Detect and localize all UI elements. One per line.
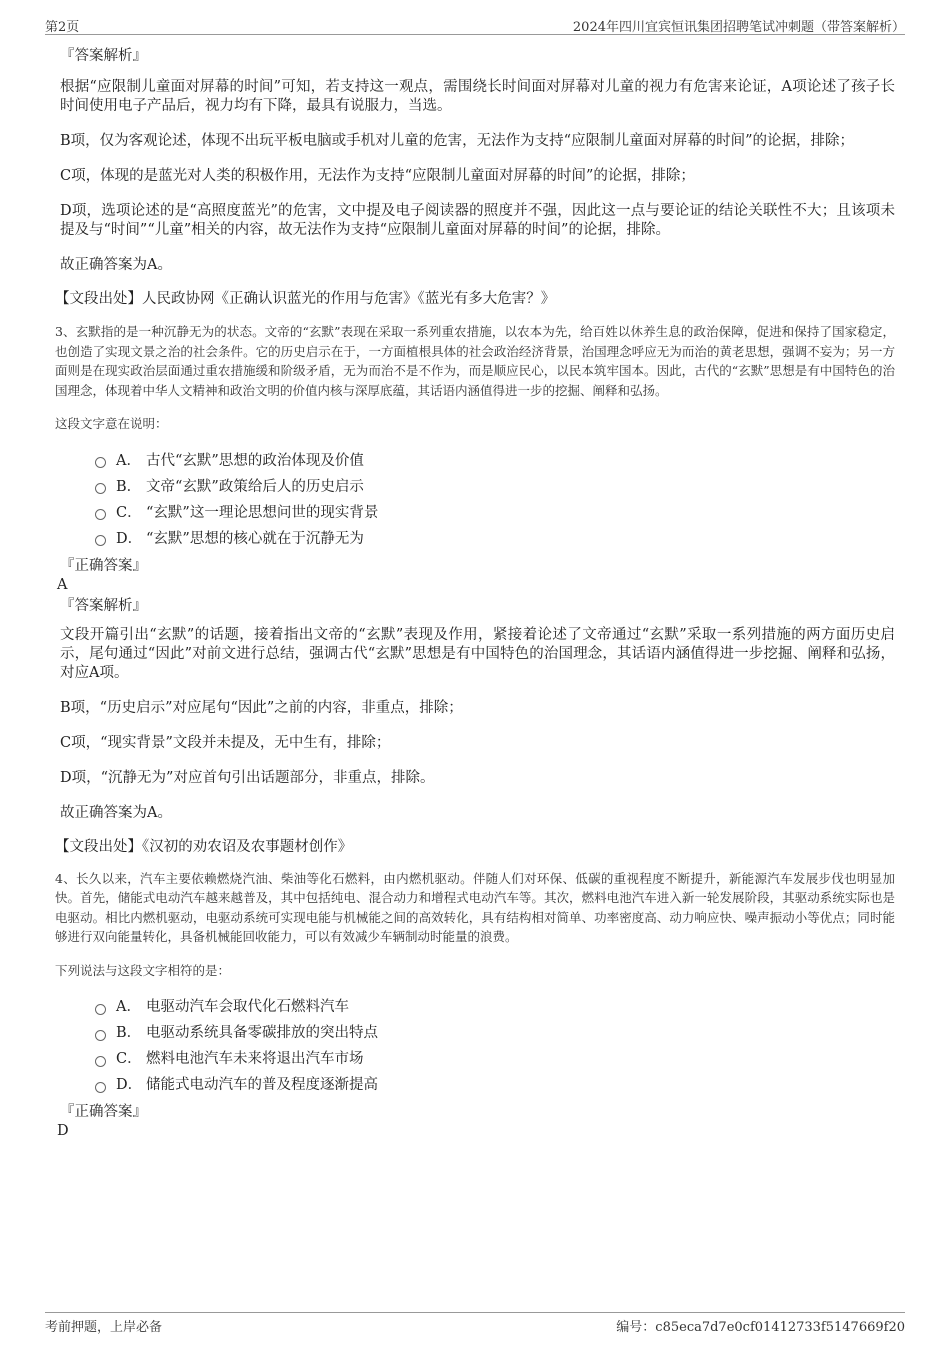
option-letter: D． [116, 530, 143, 547]
q3-analysis-para: 文段开篇引出“玄默”的话题，接着指出文帝的“玄默”表现及作用，紧接着论述了文帝通过“玄默”采取一系列措施的两方面历史启示，尾句通过“因此”对前文进行总结，强调古代“玄默”思想是有中国特色的治国理念，其话语内涵值得进一步挖掘、阐释和弘扬，对应A项。 [60, 626, 895, 681]
q3-analysis-para: B项，“历史启示”对应尾句“因此”之前的内容，非重点，排除； [60, 699, 463, 716]
q3-option-a[interactable] [95, 448, 895, 474]
option-text: 文帝“玄默”政策给后人的历史启示 [146, 478, 364, 495]
radio-button[interactable] [95, 1030, 106, 1041]
radio-button[interactable] [95, 1004, 106, 1015]
radio-button[interactable] [95, 1056, 106, 1067]
option-letter: C． [116, 504, 142, 521]
q4-answer-label: 『正确答案』 [60, 1104, 147, 1120]
q4-answer: D [57, 1123, 69, 1139]
document-title: 2024年四川宜宾恒讯集团招聘笔试冲刺题（带答案解析） [572, 20, 905, 35]
q2-analysis-para: 根据“应限制儿童面对屏幕的时间”可知，若支持这一观点，需围绕长时间面对屏幕对儿童的视力有危害来论证，A项论述了孩子长时间使用电子产品后，视力均有下降，最具有说服力，当选。 [60, 79, 895, 114]
q3-options [95, 448, 895, 552]
option-letter: A． [116, 452, 141, 469]
q2-analysis-label: 『答案解析』 [60, 48, 147, 64]
page-footer [45, 1312, 905, 1333]
option-text: 古代“玄默”思想的政治体现及价值 [146, 452, 364, 469]
page-header [45, 14, 905, 35]
option-text: 电驱动汽车会取代化石燃料汽车 [146, 999, 349, 1015]
q4-option-a[interactable] [95, 994, 895, 1020]
q3-question: 这段文字意在说明： [55, 416, 168, 431]
page-number: 第2页 [45, 20, 80, 35]
radio-button[interactable] [95, 509, 106, 520]
q3-analysis-para: D项，“沉静无为”对应首句引出话题部分，非重点，排除。 [60, 769, 435, 786]
q3-option-b[interactable] [95, 474, 895, 500]
radio-button[interactable] [95, 535, 106, 546]
q4-passage: 4、长久以来，汽车主要依赖燃烧汽油、柴油等化石燃料，由内燃机驱动。伴随人们对环保、低碳的重视程度不断提升，新能源汽车发展步伐也明显加快。首先，储能式电动汽车越来越普及，其中包括纯电、混合动力和增程式电动汽车等。其次，燃料电池汽车进入新一轮发展阶段，其驱动系统实际也是电驱动。相比内燃机驱动，电驱动系统可实现电能与机械能之间的高效转化，具有结构相对简单、功率密度高、动力响应快、噪声振动小等优点；同时能够进行双向能量转化，具备机械能回收能力，可以有效减少车辆制动时能量的浪费。 [55, 870, 895, 944]
footer-slogan: 考前押题，上岸必备 [45, 1320, 163, 1335]
option-letter: C． [116, 1051, 142, 1067]
q3-analysis-label: 『答案解析』 [60, 597, 147, 614]
document-body [55, 46, 895, 1140]
q3-source: 【文段出处】《汉初的劝农诏及农事题材创作》 [55, 838, 353, 855]
option-letter: D． [116, 1077, 143, 1093]
q3-option-c[interactable] [95, 500, 895, 526]
q3-passage: 3、玄默指的是一种沉静无为的状态。文帝的“玄默”表现在采取一系列重农措施，以农本为先，给百姓以休养生息的政治保障，促进和保持了国家稳定，也创造了实现文景之治的社会条件。它的历史启示在于，一方面植根具体的社会政治经济背景，治国理念呼应无为而治的黄老思想，强调不妄为；另一方面则是在现实政治层面通过重农措施缓和阶级矛盾，无为而治不是不作为，而是顺应民心，以民本筑牢国本。因此，古代的“玄默”思想是有中国特色的治国理念，体现着中华人文精神和政治文明的价值内核与深厚底蕴，其话语内涵值得进一步的挖掘、阐释和弘扬。 [55, 324, 895, 398]
document-code: 编号：c85eca7d7e0cf01412733f5147669f20 [616, 1320, 905, 1335]
q4-option-c[interactable] [95, 1046, 895, 1072]
option-text: “玄默”这一理论思想问世的现实背景 [146, 504, 379, 521]
q2-analysis-para: B项，仅为客观论述，体现不出玩平板电脑或手机对儿童的危害，无法作为支持“应限制儿童面对屏幕的时间”的论据，排除； [60, 133, 854, 149]
q4-option-b[interactable] [95, 1020, 895, 1046]
q2-analysis-para: C项，体现的是蓝光对人类的积极作用，无法作为支持“应限制儿童面对屏幕的时间”的论据，排除； [60, 168, 695, 184]
option-text: “玄默”思想的核心就在于沉静无为 [146, 530, 364, 547]
q2-source: 【文段出处】人民政协网《正确认识蓝光的作用与危害》《蓝光有多大危害？》 [55, 291, 556, 307]
q3-analysis-para: C项，“现实背景”文段并未提及，无中生有，排除； [60, 734, 391, 751]
q3-option-d[interactable] [95, 526, 895, 552]
q4-question: 下列说法与这段文字相符的是： [55, 962, 231, 978]
option-text: 储能式电动汽车的普及程度逐渐提高 [146, 1077, 378, 1093]
q4-options [95, 994, 895, 1098]
option-letter: A． [116, 999, 141, 1015]
q3-answer: A [57, 576, 68, 593]
q3-answer-label: 『正确答案』 [60, 557, 147, 574]
q4-option-d[interactable] [95, 1072, 895, 1098]
q3-analysis-para: 故正确答案为A。 [60, 804, 172, 821]
option-letter: B． [116, 478, 142, 495]
q2-analysis-para: 故正确答案为A。 [60, 257, 172, 273]
option-text: 电驱动系统具备零碳排放的突出特点 [146, 1025, 378, 1041]
q2-analysis-para: D项，选项论述的是“高照度蓝光”的危害，文中提及电子阅读器的照度并不强，因此这一点与要论证的结论关联性不大；且该项未提及与“时间”“儿童”相关的内容，故无法作为支持“应限制儿童面对屏幕的时间”的论据，排除。 [60, 203, 895, 238]
radio-button[interactable] [95, 1082, 106, 1093]
radio-button[interactable] [95, 457, 106, 468]
option-text: 燃料电池汽车未来将退出汽车市场 [146, 1051, 364, 1067]
option-letter: B． [116, 1025, 142, 1041]
radio-button[interactable] [95, 483, 106, 494]
